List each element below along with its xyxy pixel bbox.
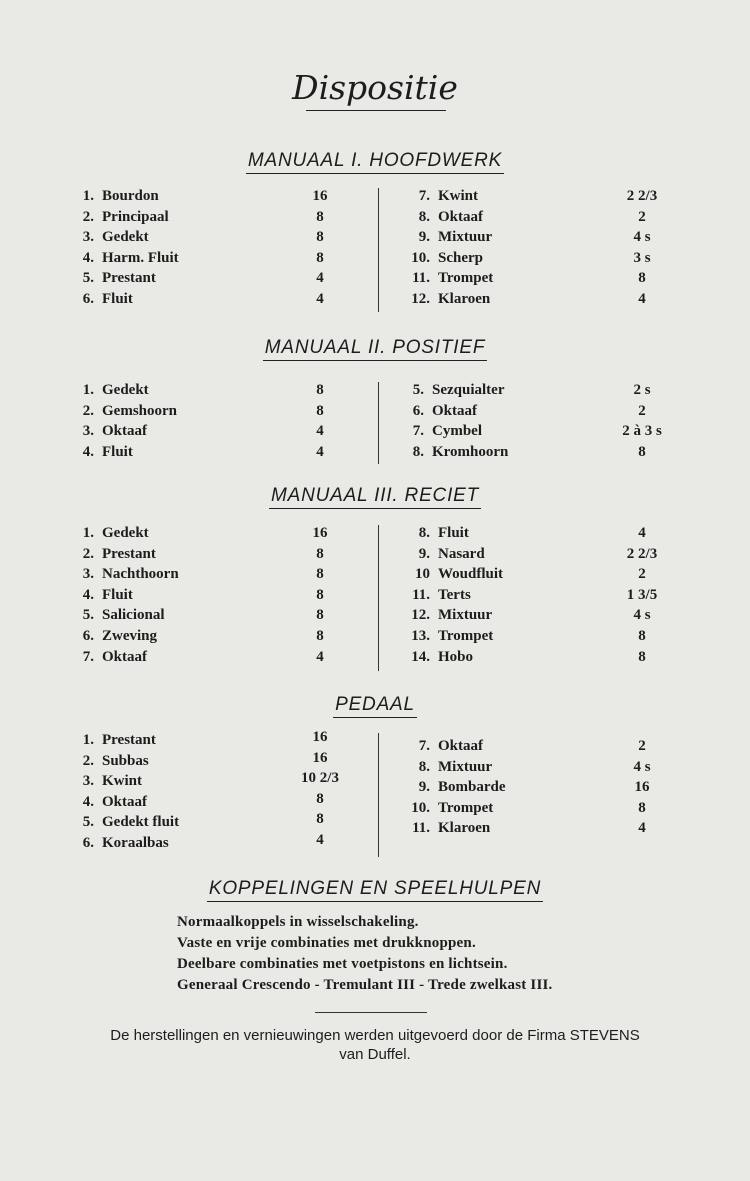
title-underline bbox=[306, 110, 446, 111]
separator-rule bbox=[315, 1012, 427, 1013]
section-heading-manuaal-2: MANUAAL II. POSITIEF bbox=[0, 337, 750, 361]
column-divider bbox=[378, 525, 379, 671]
page-title: Dispositie bbox=[292, 68, 458, 107]
section-heading-pedaal: PEDAAL bbox=[0, 694, 750, 718]
list-item: Vaste en vrije combinaties met drukknoppen. bbox=[177, 935, 476, 951]
column-divider bbox=[378, 188, 379, 312]
section-heading-koppelingen: KOPPELINGEN EN SPEELHULPEN bbox=[0, 878, 750, 902]
document-page: Dispositie MANUAAL I. HOOFDWERK 1. Bourdon 16 2. Principaal 8 3. Gedekt 8 4. Harm. Fluit 8 5. Prestant 4 6. Fluit 4 7. Kwint 2 2/3 8. Oktaaf 2 9. Mixtuur 4 s 10. Scherp 3 s 11. Trompet 8 12. Klaroen 4 MANUAAL II. POSITIEF 1. Gedekt 8 2. Gemshoorn 8 3. Oktaaf 4 4. Fluit 4 5. Sezquialter 2 s 6. Oktaaf 2 7. Cymbel 2 à 3 s 8. Kromhoorn 8 MANUAAL III. RECIET 1. Gedekt 16 2. Prestant 8 3. Nachthoorn 8 4. Fluit 8 5. Salicional 8 6. Zweving 8 7. Oktaaf 4 8. Fluit 4 9. Nasard 2 2/3 10 Woudfluit 2 11. Terts 1 3/5 12. Mixtuur 4 s 13. Trompet 8 14. Hobo 8 PEDAAL 1. Prestant 16 2. Subbas 16 3. Kwint 10 2/3 4. Oktaaf 8 5. Gedekt fluit 8 6. Koraalbas 4 7. Oktaaf 2 8. Mixtuur 4 s 9. Bombarde 16 10. Trompet 8 11. Klaroen 4 KOPPELINGEN EN SPEELHULPEN Normaalkoppels in wisselschakeling. Vaste en vrije combinaties met drukknoppen. Deelbare combinaties met voetpistons en lichtsein. Generaal Crescendo - Tremulant III - Trede zwelkast III. De herstellingen en vernieuwingen werden uitgevoerd door de Firma STEVENS van Duffel. bbox=[0, 0, 750, 1181]
footer-line: van Duffel. bbox=[339, 1046, 411, 1063]
list-item: Normaalkoppels in wisselschakeling. bbox=[177, 914, 419, 930]
section-heading-manuaal-1: MANUAAL I. HOOFDWERK bbox=[0, 150, 750, 174]
list-item: Deelbare combinaties met voetpistons en lichtsein. bbox=[177, 956, 508, 972]
list-item: Generaal Crescendo - Tremulant III - Trede zwelkast III. bbox=[177, 977, 553, 993]
footer-line: De herstellingen en vernieuwingen werden uitgevoerd door de Firma STEVENS bbox=[110, 1027, 640, 1044]
column-divider bbox=[378, 733, 379, 857]
koppelingen-list bbox=[177, 914, 553, 998]
footer-note bbox=[60, 1026, 690, 1064]
column-divider bbox=[378, 382, 379, 464]
section-heading-manuaal-3: MANUAAL III. RECIET bbox=[0, 485, 750, 509]
